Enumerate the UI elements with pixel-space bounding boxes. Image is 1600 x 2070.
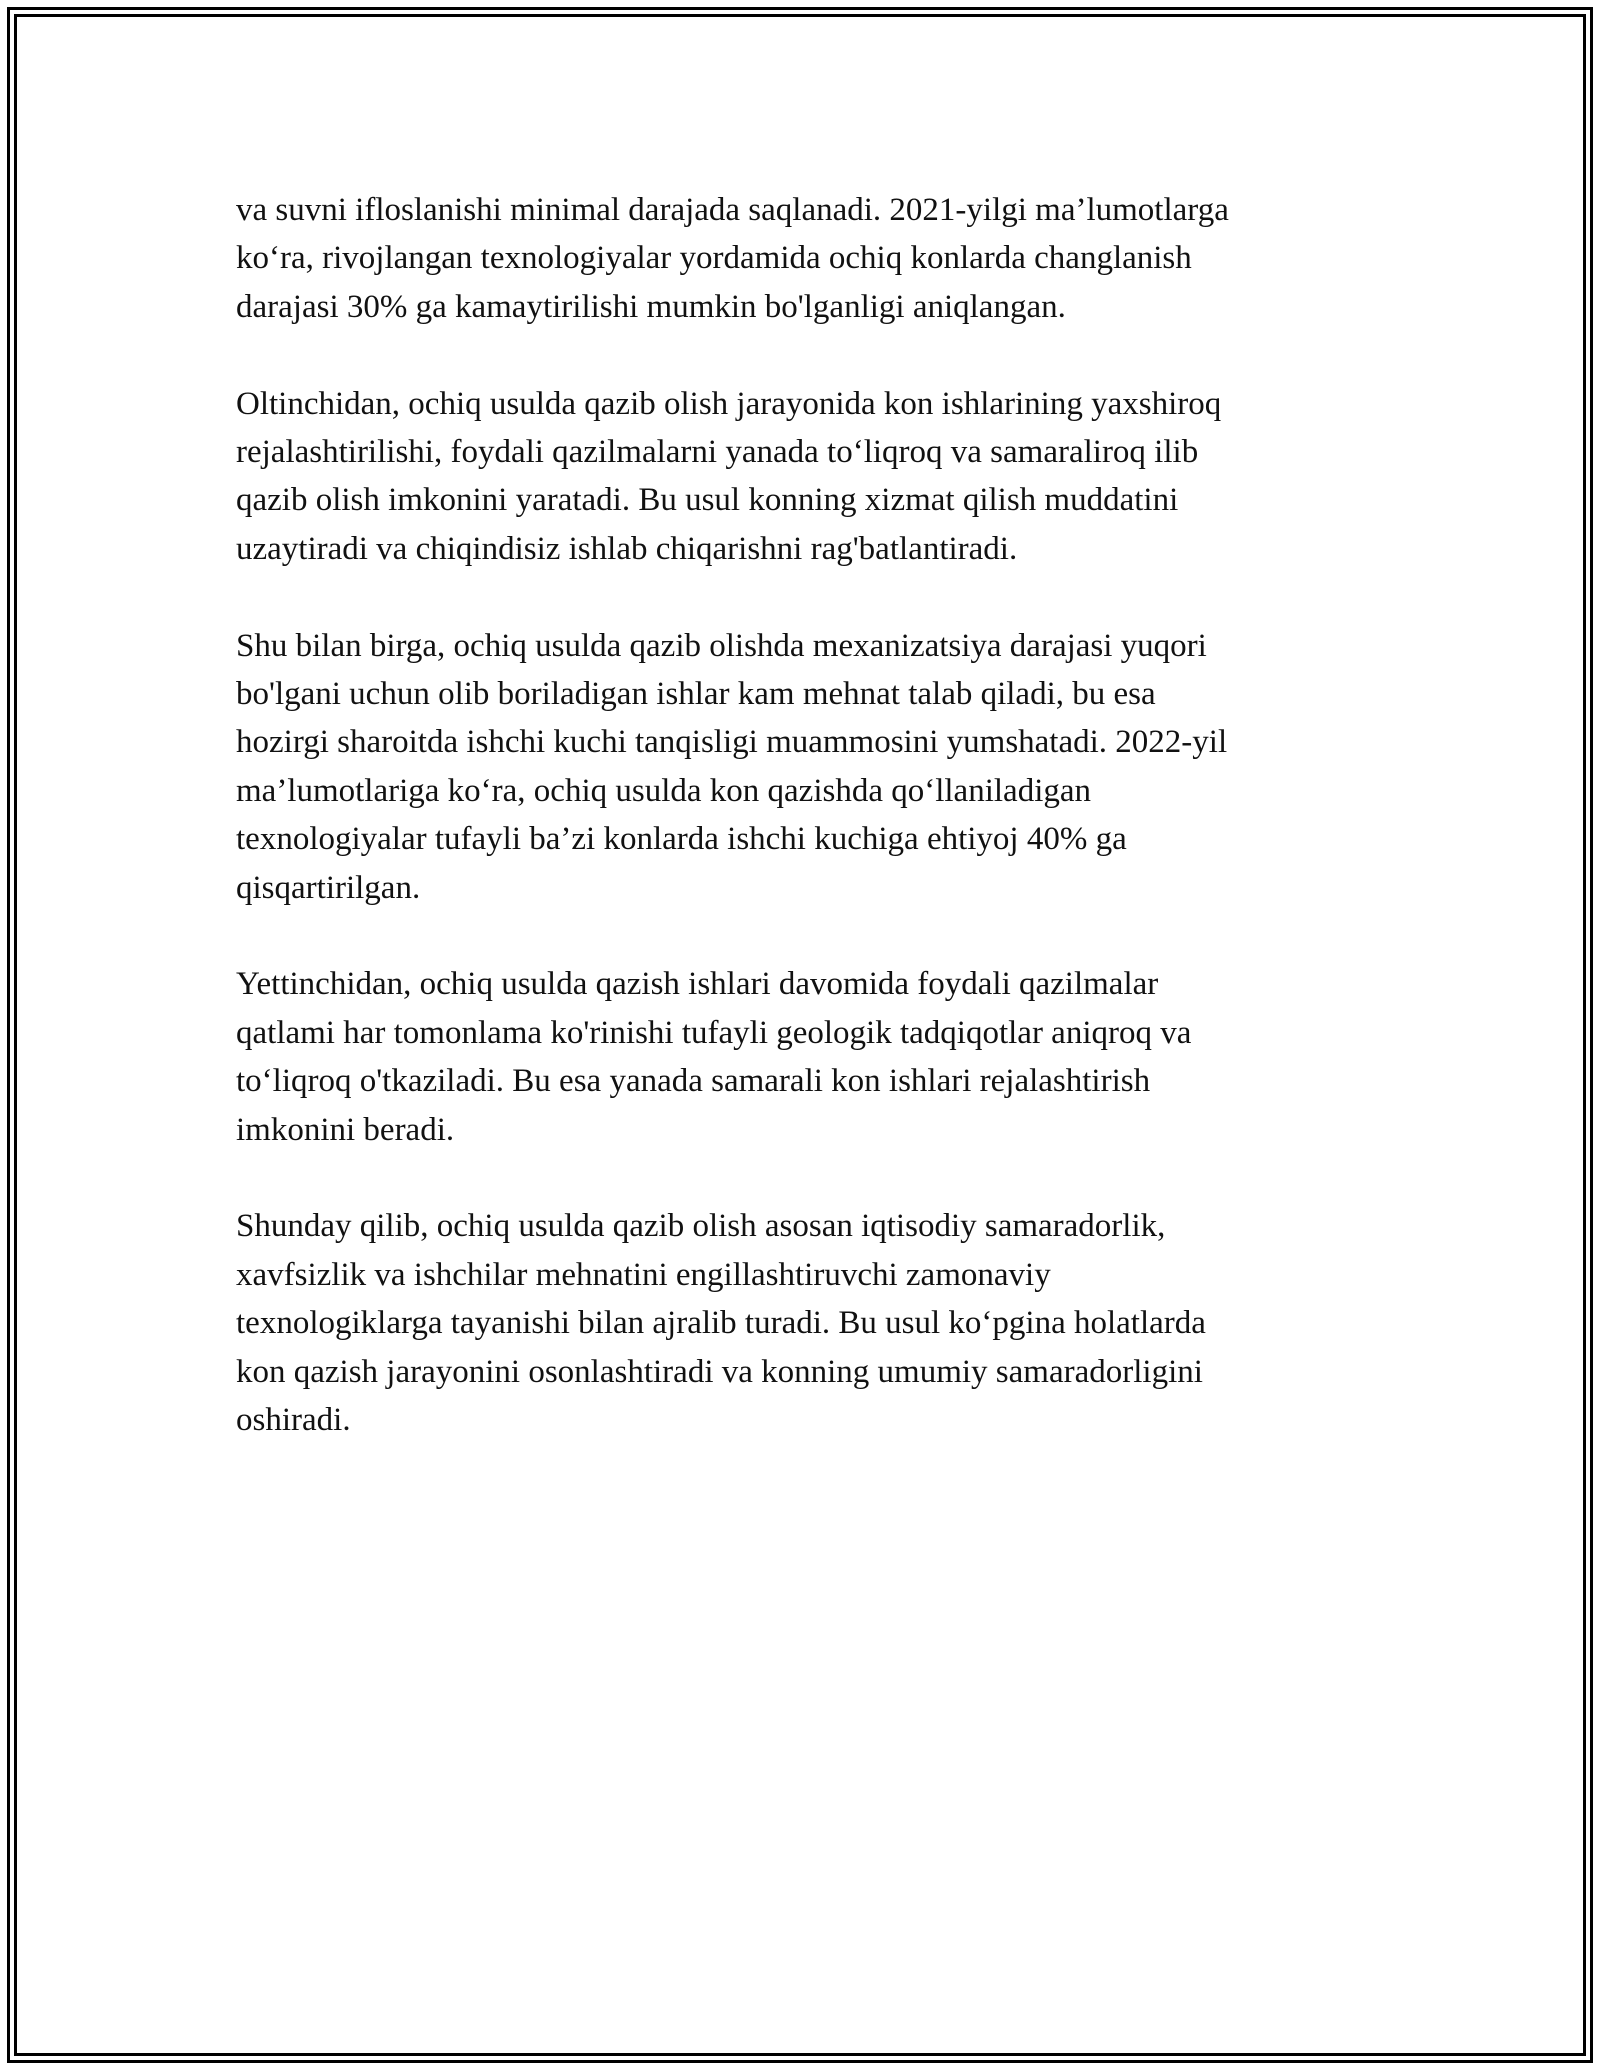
paragraph-4: Yettinchidan, ochiq usulda qazish ishlari davomida foydali qazilmalar qatlami har tomonlama ko'rinishi tufayli geologik tadqiqotlar aniqroq va to‘liqroq o'tkaziladi. Bu esa yanada samarali kon ishlari rejalashtirish imkonini beradi. — [236, 966, 1192, 1148]
paragraph-1: va suvni ifloslanishi minimal darajada saqlanadi. 2021-yilgi ma’lumotlarga ko‘ra, rivojlangan texnologiyalar yordamida ochiq konlarda changlanish darajasi 30% ga kamaytirilishi mumkin bo'lganligi aniqlangan. — [236, 192, 1229, 325]
document-body — [236, 186, 1356, 1493]
paragraph-5: Shunday qilib, ochiq usulda qazib olish asosan iqtisodiy samaradorlik, xavfsizlik va ishchilar mehnatini engillashtiruvchi zamonaviy texnologiklarga tayanishi bilan ajralib turadi. Bu usul ko‘pgina holatlarda kon qazish jarayonini osonlashtiradi va konning umumiy samaradorligini oshiradi. — [236, 1208, 1206, 1439]
paragraph-3: Shu bilan birga, ochiq usulda qazib olishda mexanizatsiya darajasi yuqori bo'lgani uchun olib boriladigan ishlar kam mehnat talab qiladi, bu esa hozirgi sharoitda ishchi kuchi tanqisligi muammosini yumshatadi. 2022-yil ma’lumotlariga ko‘ra, ochiq usulda kon qazishda qo‘llaniladigan texnologiyalar tufayli ba’zi konlarda ishchi kuchiga ehtiyoj 40% ga qisqartirilgan. — [236, 627, 1228, 906]
paragraph-2: Oltinchidan, ochiq usulda qazib olish jarayonida kon ishlarining yaxshiroq rejalashtirilishi, foydali qazilmalarni yanada to‘liqroq va samaraliroq ilib qazib olish imkonini yaratadi. Bu usul konning xizmat qilish muddatini uzaytiradi va chiqindisiz ishlab chiqarishni rag'batlantiradi. — [236, 385, 1222, 567]
